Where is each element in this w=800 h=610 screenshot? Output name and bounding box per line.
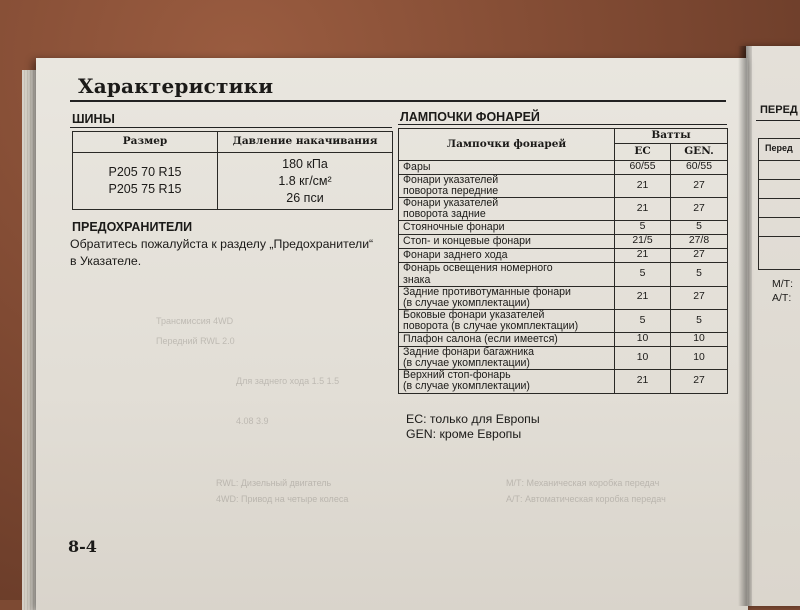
note-ec: EC: только для Европы <box>406 412 540 426</box>
lamp-name-line: поворота задние <box>403 208 486 221</box>
book-gutter <box>738 46 752 606</box>
lamp-name-line: Фонари заднего хода <box>403 249 508 262</box>
lamp-watts-ec: 21 <box>615 175 671 198</box>
lamp-row <box>399 333 728 347</box>
lamp-watts-gen: 10 <box>671 333 728 347</box>
lamp-watts-gen: 27 <box>671 249 728 263</box>
right-label-at: А/Т: <box>772 292 792 304</box>
lamp-name-line: Боковые фонари указателей <box>403 308 545 321</box>
lamp-name <box>399 333 615 347</box>
tire-size: P205 70 R15 <box>108 165 182 179</box>
lamp-name <box>399 309 615 332</box>
lamp-name-line: знака <box>403 273 431 286</box>
lamp-watts-ec: 21/5 <box>615 235 671 249</box>
lamp-name-line: Фонарь освещения номерного <box>403 262 553 275</box>
lamps-col-ec: EC <box>615 144 671 161</box>
tire-pressure-cell <box>218 153 393 210</box>
lamp-name <box>399 347 615 370</box>
lamp-name-line: Стоп- и концевые фонари <box>403 235 531 248</box>
right-page-title: ПЕРЕД <box>760 104 798 116</box>
lamp-watts-gen: 5 <box>671 263 728 286</box>
lamp-row <box>399 263 728 286</box>
right-table-row <box>759 237 800 255</box>
lamps-col-watts: Ватты <box>615 129 728 144</box>
right-label-mt: М/Т: <box>772 278 793 290</box>
right-page-rule <box>756 120 800 121</box>
lamp-row <box>399 235 728 249</box>
lamp-name-line: Верхний стоп-фонарь <box>403 369 511 382</box>
lamp-watts-gen: 27 <box>671 370 728 393</box>
tire-pressure: 180 кПа <box>282 156 328 171</box>
fuses-text <box>70 236 400 270</box>
lamp-name <box>399 175 615 198</box>
lamp-name-line: (в случае укомплектации) <box>403 380 530 393</box>
tire-size: P205 75 R15 <box>108 182 182 196</box>
lamp-name-line: (в случае укомплектации) <box>403 296 530 309</box>
lamps-rule <box>398 124 727 125</box>
note-gen: GEN: кроме Европы <box>406 427 522 441</box>
lamp-name <box>399 161 615 175</box>
lamp-watts-ec: 10 <box>615 347 671 370</box>
lamp-name-line: поворота (в случае укомплектации) <box>403 319 579 332</box>
lamp-name-line: Плафон салона (если имеется) <box>403 333 558 346</box>
lamp-name-line: (в случае укомплектации) <box>403 357 530 370</box>
lamps-col-gen: GEN. <box>671 144 728 161</box>
lamps-col-name: Лампочки фонарей <box>399 129 615 161</box>
right-table-header: Перед <box>759 139 800 161</box>
lamp-name-line: Фонари указателей <box>403 197 499 210</box>
page-title: Характеристики <box>78 74 274 98</box>
lamp-watts-ec: 21 <box>615 286 671 309</box>
right-page <box>746 46 800 606</box>
lamps-heading: ЛАМПОЧКИ ФОНАРЕЙ <box>400 110 540 124</box>
tire-pressure: 26 пси <box>286 190 324 205</box>
tires-rule <box>70 127 392 128</box>
lamp-row <box>399 370 728 393</box>
lamp-name-line: Задние противотуманные фонари <box>403 285 571 298</box>
tires-col-pressure: Давление накачивания <box>218 132 393 153</box>
lamp-watts-gen: 27 <box>671 175 728 198</box>
lamp-row <box>399 161 728 175</box>
lamps-table <box>398 128 728 394</box>
lamp-name <box>399 221 615 235</box>
title-rule <box>70 100 726 102</box>
lamp-watts-gen: 5 <box>671 221 728 235</box>
lamp-name-line: Задние фонари багажника <box>403 346 535 359</box>
fuses-text-line: Обратитесь пожалуйста к разделу „Предохранители“ <box>70 237 374 251</box>
lamp-watts-ec: 5 <box>615 309 671 332</box>
lamp-name <box>399 286 615 309</box>
lamp-row <box>399 347 728 370</box>
page-number: 8-4 <box>68 537 97 556</box>
lamp-row <box>399 309 728 332</box>
lamp-row <box>399 286 728 309</box>
lamp-watts-gen: 27/8 <box>671 235 728 249</box>
lamp-watts-ec: 21 <box>615 249 671 263</box>
lamp-name <box>399 263 615 286</box>
lamp-name-line: Фонари указателей <box>403 174 499 186</box>
lamp-name-line: Фары <box>403 160 431 173</box>
lamp-watts-ec: 10 <box>615 333 671 347</box>
fuses-heading: ПРЕДОХРАНИТЕЛИ <box>72 220 193 234</box>
lamp-name <box>399 370 615 393</box>
right-table-row <box>759 218 800 237</box>
tires-table <box>72 131 393 210</box>
lamp-row <box>399 249 728 263</box>
lamp-watts-ec: 5 <box>615 221 671 235</box>
right-page-table <box>758 138 800 270</box>
lamp-name-line: Стояночные фонари <box>403 221 505 234</box>
tires-col-size: Размер <box>73 132 218 153</box>
right-table-row <box>759 180 800 199</box>
lamp-watts-ec: 21 <box>615 370 671 393</box>
lamp-row <box>399 198 728 221</box>
lamp-watts-ec: 60/55 <box>615 161 671 175</box>
lamp-watts-ec: 21 <box>615 198 671 221</box>
lamp-name <box>399 249 615 263</box>
lamp-watts-gen: 27 <box>671 286 728 309</box>
lamp-watts-gen: 60/55 <box>671 161 728 175</box>
lamp-watts-gen: 5 <box>671 309 728 332</box>
right-table-row <box>759 161 800 180</box>
lamp-row <box>399 175 728 198</box>
lamp-watts-gen: 10 <box>671 347 728 370</box>
tire-pressure: 1.8 кг/см² <box>278 173 332 188</box>
lamp-watts-gen: 27 <box>671 198 728 221</box>
right-table-row <box>759 199 800 218</box>
lamp-name <box>399 235 615 249</box>
lamp-watts-ec: 5 <box>615 263 671 286</box>
lamp-row <box>399 221 728 235</box>
fuses-text-line: в Указателе. <box>70 254 142 268</box>
lamp-name-line: поворота передние <box>403 185 499 198</box>
tires-heading: ШИНЫ <box>72 112 115 126</box>
left-page: Трансмиссия 4WD Передний RWL 2.0 Для заднего хода 1.5 1.5 4.08 3.9 RWL: Дизельный двигатель 4WD: Привод на четыре колеса М/Т: Механическая коробка передач А/Т: Автоматическая коробка передач <box>36 58 748 610</box>
tire-sizes-cell <box>73 153 218 210</box>
lamp-name <box>399 198 615 221</box>
